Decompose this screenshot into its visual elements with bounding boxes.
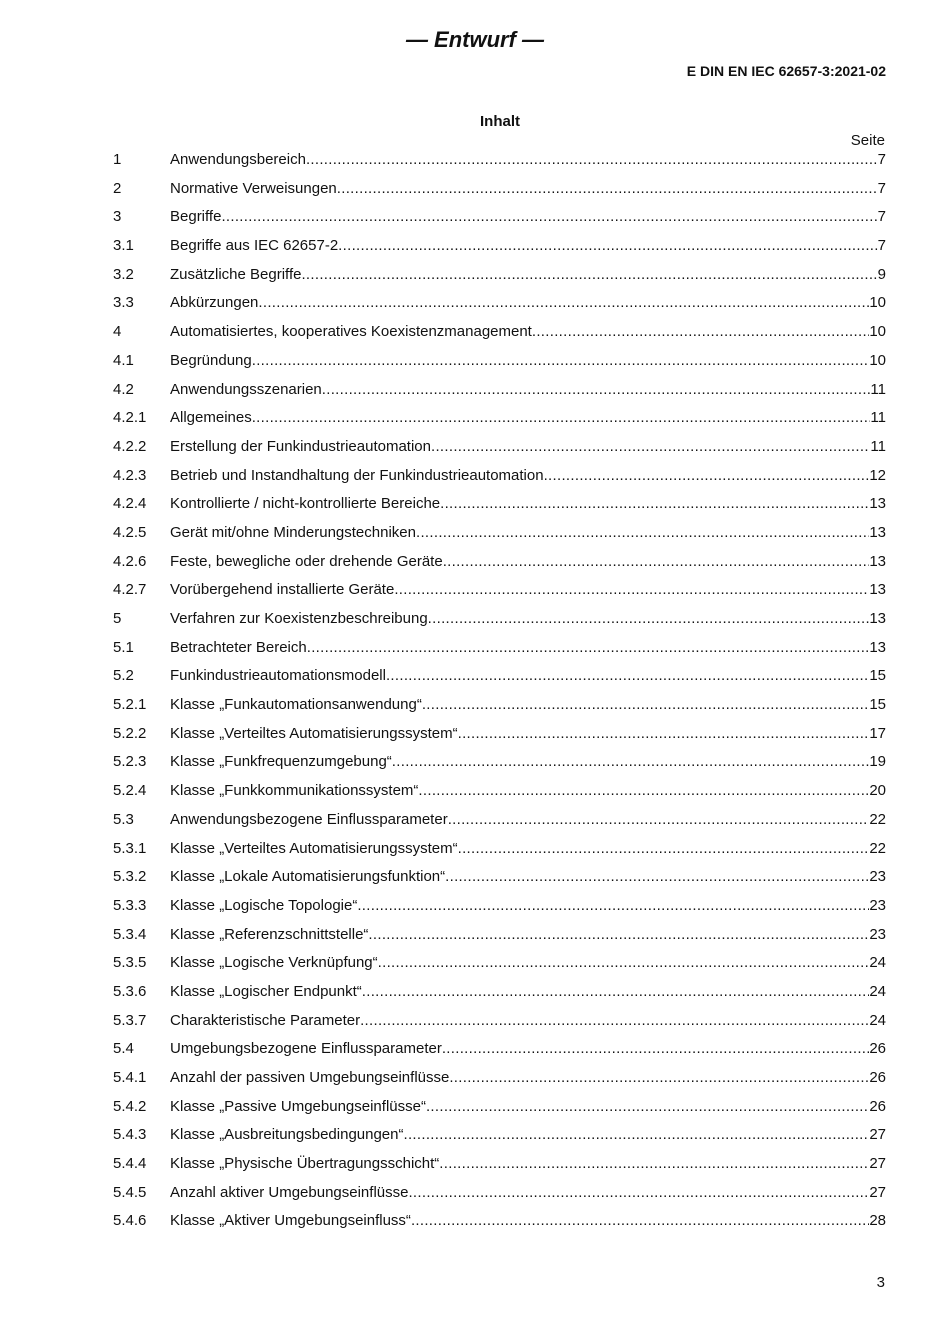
toc-dot-leader <box>362 978 870 1007</box>
toc-entry-page: 13 <box>869 552 886 570</box>
toc-entry-title: Normative Verweisungen <box>170 179 337 197</box>
toc-entry[interactable] <box>113 433 886 462</box>
toc-entry-title: Klasse „Funkfrequenzumgebung“ <box>170 753 392 771</box>
toc-dot-leader <box>378 949 870 978</box>
toc-dot-leader <box>322 376 871 405</box>
toc-entry-number: 5.3 <box>113 810 134 828</box>
toc-entry-page: 28 <box>869 1212 886 1230</box>
toc-dot-leader <box>258 289 869 318</box>
toc-entry-page: 13 <box>869 495 886 513</box>
toc-entry-page: 26 <box>869 1097 886 1115</box>
toc-dot-leader <box>422 691 869 720</box>
toc-entry-number: 4.1 <box>113 351 134 369</box>
toc-entry[interactable] <box>113 462 886 491</box>
toc-entry-title: Klasse „Logische Verknüpfung“ <box>170 954 378 972</box>
toc-entry-page: 7 <box>877 179 886 197</box>
toc-dot-leader <box>386 662 869 691</box>
toc-entry[interactable] <box>113 261 886 290</box>
toc-entry-title: Automatisiertes, kooperatives Koexistenzmanagement <box>170 323 532 341</box>
toc-entry[interactable] <box>113 347 886 376</box>
toc-entry-title: Klasse „Verteiltes Automatisierungssystem“ <box>170 724 458 742</box>
toc-entry-title: Allgemeines <box>170 409 252 427</box>
toc-entry-title: Anzahl der passiven Umgebungseinflüsse <box>170 1069 450 1086</box>
toc-entry-page: 15 <box>869 667 886 685</box>
toc-entry-title: Zusätzliche Begriffe <box>170 265 302 283</box>
toc-entry-page: 10 <box>869 323 886 341</box>
toc-entry[interactable] <box>113 863 886 892</box>
toc-entry-page: 22 <box>869 810 886 828</box>
toc-entry[interactable] <box>113 892 886 921</box>
toc-dot-leader <box>442 1035 869 1064</box>
toc-entry-number: 4.2.3 <box>113 466 147 484</box>
toc-entry[interactable] <box>113 949 886 978</box>
toc-entry-number: 5.3.7 <box>113 1011 147 1029</box>
toc-entry[interactable] <box>113 662 886 691</box>
toc-entry-number: 1 <box>113 151 122 168</box>
toc-dot-leader <box>431 433 870 462</box>
toc-entry-number: 5.3.3 <box>113 896 147 914</box>
toc-dot-leader <box>443 548 870 577</box>
toc-entry-page: 24 <box>869 982 886 1000</box>
page-column-label: Seite <box>850 132 885 149</box>
toc-entry[interactable] <box>113 806 886 835</box>
toc-entry-number: 4.2.6 <box>113 552 147 570</box>
toc-dot-leader <box>221 203 877 232</box>
toc-entry[interactable] <box>113 691 886 720</box>
toc-entry-title: Betrachteter Bereich <box>170 638 307 656</box>
toc-entry-title: Klasse „Funkautomationsanwendung“ <box>170 696 422 714</box>
document-id: E DIN EN IEC 62657-3:2021-02 <box>686 63 886 79</box>
toc-dot-leader <box>360 1007 869 1036</box>
toc-entry[interactable] <box>113 203 886 232</box>
toc-entry-number: 4.2.1 <box>113 409 147 427</box>
toc-entry[interactable] <box>113 490 886 519</box>
toc-entry-page: 20 <box>869 782 886 800</box>
toc-entry-title: Klasse „Verteiltes Automatisierungssystem“ <box>170 839 458 857</box>
toc-entry[interactable] <box>113 404 886 433</box>
toc-dot-leader <box>418 777 869 806</box>
toc-entry-page: 26 <box>869 1040 886 1058</box>
toc-entry-number: 5.4.3 <box>113 1126 147 1144</box>
toc-entry-title: Vorübergehend installierte Geräte <box>170 581 395 599</box>
toc-dot-leader <box>301 261 877 290</box>
toc-entry-title: Anwendungsszenarien <box>170 380 322 398</box>
toc-entry-page: 26 <box>869 1069 886 1086</box>
toc-entry-title: Klasse „Physische Übertragungsschicht“ <box>170 1155 440 1173</box>
toc-entry-title: Charakteristische Parameter <box>170 1011 361 1029</box>
toc-entry-number: 5.2 <box>113 667 134 685</box>
toc-entry-number: 4.2.5 <box>113 523 147 541</box>
toc-entry-page: 7 <box>877 237 886 255</box>
toc-dot-leader <box>306 146 878 175</box>
toc-entry-number: 5.3.4 <box>113 925 147 943</box>
toc-entry-title: Anwendungsbereich <box>170 151 306 168</box>
toc-entry-number: 5.4.4 <box>113 1155 147 1173</box>
toc-entry-page: 13 <box>869 581 886 599</box>
toc-entry-page: 19 <box>869 753 886 771</box>
toc-entry-title: Klasse „Logischer Endpunkt“ <box>170 982 362 1000</box>
toc-entry-title: Klasse „Lokale Automatisierungsfunktion“ <box>170 868 446 886</box>
draft-title: — Entwurf — <box>405 27 545 52</box>
toc-entry-title: Klasse „Aktiver Umgebungseinfluss“ <box>170 1212 411 1230</box>
toc-entry-title: Klasse „Logische Topologie“ <box>170 896 358 914</box>
toc-entry-number: 4.2.2 <box>113 437 147 455</box>
toc-entry-title: Anzahl aktiver Umgebungseinflüsse <box>170 1183 409 1201</box>
toc-entry-page: 10 <box>869 351 886 369</box>
toc-entry[interactable] <box>113 376 886 405</box>
toc-entry-page: 13 <box>869 638 886 656</box>
toc-entry-number: 5 <box>113 610 122 627</box>
toc-entry-title: Erstellung der Funkindustrieautomation <box>170 437 431 455</box>
toc-entry-page: 27 <box>869 1183 886 1201</box>
toc-entry-title: Funkindustrieautomationsmodell <box>170 667 386 685</box>
toc-dot-leader <box>252 347 870 376</box>
toc-dot-leader <box>458 720 870 749</box>
toc-entry[interactable] <box>113 576 886 605</box>
toc-entry-page: 10 <box>869 294 886 312</box>
toc-entry-title: Begriffe <box>170 208 222 226</box>
toc-dot-leader <box>337 175 878 204</box>
toc-entry-title: Gerät mit/ohne Minderungstechniken <box>170 523 416 541</box>
toc-entry-page: 9 <box>877 265 886 283</box>
toc-dot-leader <box>440 490 869 519</box>
toc-entry-page: 7 <box>877 151 886 168</box>
toc-entry-title: Klasse „Referenzschnittstelle“ <box>170 925 369 943</box>
toc-entry-title: Umgebungsbezogene Einflussparameter <box>170 1040 442 1058</box>
toc-entry-page: 15 <box>869 696 886 714</box>
toc-entry-number: 5.2.3 <box>113 753 147 771</box>
toc-entry[interactable] <box>113 921 886 950</box>
toc-dot-leader <box>394 576 869 605</box>
toc-entry[interactable] <box>113 1207 886 1236</box>
toc-entry-page: 27 <box>869 1126 886 1144</box>
toc-entry-page: 13 <box>869 610 886 627</box>
table-of-contents <box>113 146 886 1236</box>
toc-entry[interactable] <box>113 146 886 175</box>
toc-dot-leader <box>448 806 870 835</box>
toc-entry[interactable] <box>113 289 886 318</box>
toc-entry-number: 3.1 <box>113 237 134 255</box>
toc-dot-leader <box>544 462 870 491</box>
toc-entry[interactable] <box>113 175 886 204</box>
toc-dot-leader <box>307 634 870 663</box>
toc-entry-title: Begründung <box>170 351 252 369</box>
toc-entry[interactable] <box>113 1035 886 1064</box>
toc-entry-title: Klasse „Passive Umgebungseinflüsse“ <box>170 1097 426 1115</box>
toc-entry[interactable] <box>113 1179 886 1208</box>
toc-dot-leader <box>392 748 870 777</box>
toc-entry-number: 5.4.1 <box>113 1069 147 1086</box>
toc-entry-number: 5.4.2 <box>113 1097 147 1115</box>
toc-dot-leader <box>338 232 877 261</box>
toc-dot-leader <box>532 318 869 347</box>
toc-dot-leader <box>411 1207 869 1236</box>
toc-entry-page: 24 <box>869 1011 886 1029</box>
toc-entry-page: 24 <box>869 954 886 972</box>
toc-entry-number: 5.2.2 <box>113 724 147 742</box>
toc-dot-leader <box>408 1179 869 1208</box>
toc-entry[interactable] <box>113 1121 886 1150</box>
toc-entry-number: 5.3.2 <box>113 868 147 886</box>
toc-dot-leader <box>426 1093 869 1122</box>
toc-entry-number: 4.2.7 <box>113 581 147 599</box>
toc-entry-page: 11 <box>870 437 886 455</box>
toc-entry[interactable] <box>113 548 886 577</box>
toc-entry[interactable] <box>113 318 886 347</box>
toc-entry-page: 12 <box>869 466 886 484</box>
toc-entry-number: 4.2.4 <box>113 495 147 513</box>
toc-dot-leader <box>445 863 869 892</box>
toc-entry-title: Abkürzungen <box>170 294 259 312</box>
toc-entry[interactable] <box>113 1064 886 1093</box>
toc-entry-page: 23 <box>869 925 886 943</box>
toc-entry[interactable] <box>113 978 886 1007</box>
toc-entry[interactable] <box>113 232 886 261</box>
toc-dot-leader <box>416 519 869 548</box>
toc-dot-leader <box>357 892 869 921</box>
toc-entry-number: 5.4.5 <box>113 1183 147 1201</box>
toc-entry-number: 5.4 <box>113 1040 134 1058</box>
toc-dot-leader <box>404 1121 870 1150</box>
toc-entry[interactable] <box>113 605 886 634</box>
toc-entry-page: 22 <box>869 839 886 857</box>
toc-entry-title: Betrieb und Instandhaltung der Funkindustrieautomation <box>170 466 544 484</box>
toc-entry-title: Begriffe aus IEC 62657-2 <box>170 237 339 255</box>
toc-dot-leader <box>449 1064 869 1093</box>
toc-entry[interactable] <box>113 777 886 806</box>
toc-entry-page: 17 <box>869 724 886 742</box>
toc-entry[interactable] <box>113 720 886 749</box>
toc-entry-title: Feste, bewegliche oder drehende Geräte <box>170 552 443 570</box>
toc-entry-page: 27 <box>869 1155 886 1173</box>
toc-entry-page: 11 <box>870 380 886 398</box>
toc-entry-title: Kontrollierte / nicht-kontrollierte Bereiche <box>170 495 441 513</box>
toc-dot-leader <box>428 605 870 634</box>
toc-entry-number: 5.2.1 <box>113 696 147 714</box>
toc-entry-number: 2 <box>113 179 122 197</box>
toc-dot-leader <box>368 921 869 950</box>
toc-entry-number: 5.3.1 <box>113 839 147 857</box>
toc-entry-number: 3.2 <box>113 265 134 283</box>
toc-entry[interactable] <box>113 835 886 864</box>
toc-entry-number: 4 <box>113 323 122 341</box>
toc-entry-number: 3 <box>113 208 122 226</box>
toc-entry-page: 13 <box>869 523 886 541</box>
toc-entry-page: 11 <box>870 409 886 427</box>
toc-title: Inhalt <box>480 113 520 130</box>
toc-entry-title: Klasse „Ausbreitungsbedingungen“ <box>170 1126 404 1144</box>
toc-dot-leader <box>252 404 871 433</box>
toc-entry[interactable] <box>113 1007 886 1036</box>
toc-entry[interactable] <box>113 1150 886 1179</box>
toc-entry-number: 5.2.4 <box>113 782 147 800</box>
toc-entry-page: 23 <box>869 896 886 914</box>
toc-dot-leader <box>439 1150 869 1179</box>
toc-entry[interactable] <box>113 519 886 548</box>
toc-entry-number: 3.3 <box>113 294 134 312</box>
toc-dot-leader <box>458 835 870 864</box>
page-number: 3 <box>876 1274 885 1291</box>
toc-entry-number: 5.4.6 <box>113 1212 147 1230</box>
toc-entry-number: 5.3.5 <box>113 954 147 972</box>
toc-entry-number: 5.3.6 <box>113 982 147 1000</box>
toc-entry-title: Anwendungsbezogene Einflussparameter <box>170 810 448 828</box>
toc-entry-number: 5.1 <box>113 638 134 656</box>
toc-entry[interactable] <box>113 1093 886 1122</box>
toc-entry-title: Klasse „Funkkommunikationssystem“ <box>170 782 419 800</box>
toc-entry[interactable] <box>113 634 886 663</box>
toc-entry-title: Verfahren zur Koexistenzbeschreibung <box>170 610 428 627</box>
toc-entry-page: 7 <box>877 208 886 226</box>
toc-entry[interactable] <box>113 748 886 777</box>
toc-entry-page: 23 <box>869 868 886 886</box>
toc-entry-number: 4.2 <box>113 380 134 398</box>
